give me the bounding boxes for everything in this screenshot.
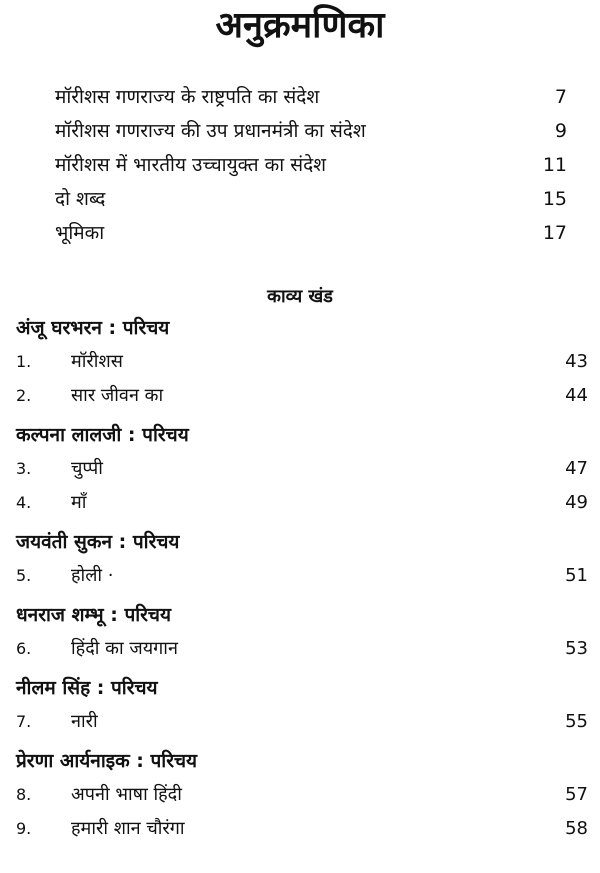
front-matter-label: मॉरीशस गणराज्य के राष्ट्रपति का संदेश (55, 86, 320, 108)
poem-page-number: 51 (565, 565, 588, 586)
poem-page-number: 55 (565, 711, 588, 732)
poem-title: हमारी शान चौरंगा (71, 818, 185, 839)
poet-heading: अंजू घरभरन : परिचय (16, 317, 170, 339)
poem-title: मॉरीशस (71, 351, 123, 372)
front-matter-item (55, 80, 570, 114)
poem-page-number: 44 (565, 385, 588, 406)
poem-title: चुप्पी (71, 458, 103, 479)
front-matter-item (55, 148, 570, 182)
front-matter-page-number: 15 (542, 188, 567, 210)
poem-entry (16, 705, 588, 739)
front-matter-list (55, 80, 570, 250)
poet-heading: कल्पना लालजी : परिचय (16, 424, 189, 446)
poem-page-number: 53 (565, 638, 588, 659)
poem-number: 7. (16, 712, 32, 731)
front-matter-page-number: 7 (554, 86, 567, 108)
poem-title: माँ (71, 492, 87, 513)
front-matter-item (55, 182, 570, 216)
front-matter-page-number: 17 (542, 222, 567, 244)
poem-title: अपनी भाषा हिंदी (71, 784, 182, 805)
poem-number: 4. (16, 493, 32, 512)
poem-entry (16, 379, 588, 413)
poet-heading: प्रेरणा आर्यनाइक : परिचय (16, 750, 198, 772)
poem-entry (16, 486, 588, 520)
poem-title: नारी (71, 711, 98, 732)
poem-page-number: 47 (565, 458, 588, 479)
front-matter-label: मॉरीशस गणराज्य की उप प्रधानमंत्री का संदेश (55, 120, 366, 142)
poem-entry (16, 559, 588, 593)
poem-title: होली · (71, 565, 114, 586)
poem-entry (16, 345, 588, 379)
poem-number: 8. (16, 785, 32, 804)
poem-page-number: 43 (565, 351, 588, 372)
poet-section (16, 312, 588, 413)
poem-page-number: 57 (565, 784, 588, 805)
poets-list (16, 312, 588, 852)
poet-heading: नीलम सिंह : परिचय (16, 677, 158, 699)
poem-entry (16, 632, 588, 666)
poem-number: 1. (16, 352, 32, 371)
front-matter-item (55, 216, 570, 250)
poem-number: 5. (16, 566, 32, 585)
poem-entry (16, 778, 588, 812)
section-heading: काव्य खंड (267, 286, 333, 307)
front-matter-page-number: 11 (542, 154, 567, 176)
poem-number: 3. (16, 459, 32, 478)
front-matter-label: दो शब्द (55, 188, 106, 210)
front-matter-label: भूमिका (55, 222, 105, 244)
poem-number: 2. (16, 386, 32, 405)
poet-heading: धनराज शम्भू : परिचय (16, 604, 172, 626)
poem-number: 6. (16, 639, 32, 658)
poet-section (16, 599, 588, 666)
front-matter-label: मॉरीशस में भारतीय उच्चायुक्त का संदेश (55, 154, 327, 176)
poem-page-number: 58 (565, 818, 588, 839)
front-matter-item (55, 114, 570, 148)
poet-section (16, 672, 588, 739)
toc-title: अनुक्रमणिका (215, 5, 385, 46)
poem-title: सार जीवन का (71, 385, 164, 406)
poet-section (16, 419, 588, 520)
poet-section (16, 745, 588, 846)
poem-entry (16, 452, 588, 486)
poet-heading: जयवंती सुकन : परिचय (16, 531, 180, 553)
poem-number: 9. (16, 819, 32, 838)
poem-title: हिंदी का जयगान (71, 638, 178, 659)
poet-section (16, 526, 588, 593)
poem-page-number: 49 (565, 492, 588, 513)
front-matter-page-number: 9 (554, 120, 567, 142)
poem-entry (16, 812, 588, 846)
